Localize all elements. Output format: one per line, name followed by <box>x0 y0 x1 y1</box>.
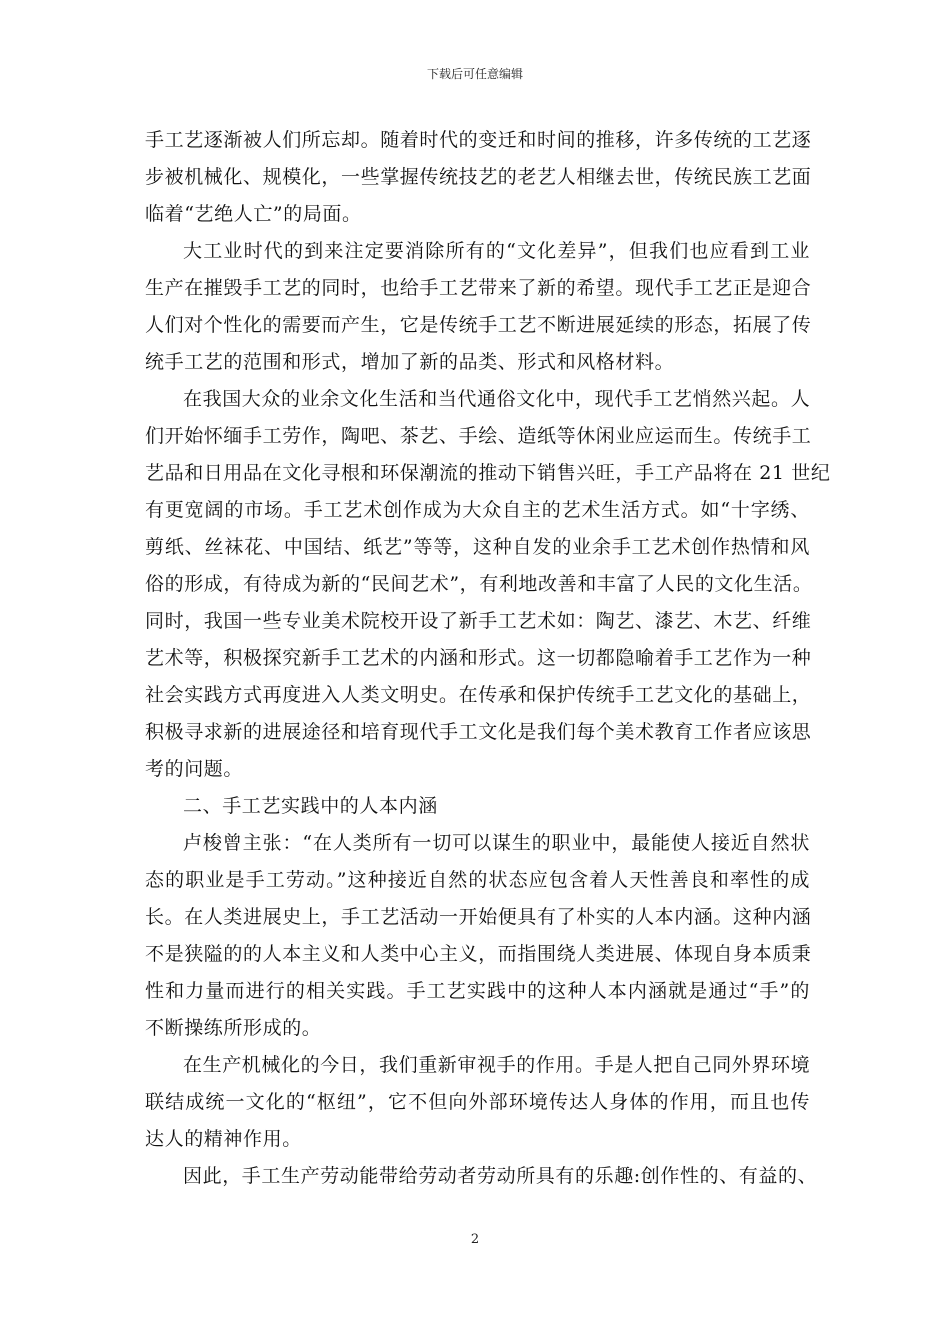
text-line: 艺术等，积极探究新手工艺术的内涵和形式。这一切都隐喻着手工艺作为一种 <box>145 647 812 669</box>
text-line: 在生产机械化的今日，我们重新审视手的作用。手是人把自己同外界环境 <box>183 1054 811 1076</box>
text-line: 态的职业是手工劳动。”这种接近自然的状态应包含着人天性善良和率性的成 <box>145 869 810 891</box>
text-line: 临着“艺绝人亡”的局面。 <box>145 203 362 225</box>
text-line: 积极寻求新的进展途径和培育现代手工文化是我们每个美术教育工作者应该思 <box>145 721 812 743</box>
text-line: 步被机械化、规模化，一些掌握传统技艺的老艺人相继去世，传统民族工艺面 <box>145 166 812 188</box>
text-line: 剪纸、丝袜花、中国结、纸艺”等等，这种自发的业余手工艺术创作热情和风 <box>145 536 810 558</box>
text-line: 人们对个性化的需要而产生，它是传统手工艺不断进展延续的形态，拓展了传 <box>145 314 812 336</box>
text-line: 达人的精神作用。 <box>145 1128 302 1150</box>
text-line: 艺品和日用品在文化寻根和环保潮流的推动下销售兴旺，手工产品将在 21 世纪 <box>145 462 831 484</box>
text-line: 在我国大众的业余文化生活和当代通俗文化中，现代手工艺悄然兴起。人 <box>183 388 811 410</box>
section-heading <box>145 788 810 825</box>
text-line: 长。在人类进展史上，手工艺活动一开始便具有了朴实的人本内涵。这种内涵 <box>145 906 812 928</box>
text-line: 联结成统一文化的“枢纽”，它不但向外部环境传达人身体的作用，而且也传 <box>145 1091 810 1113</box>
paragraph <box>145 825 810 1047</box>
page-header: 下载后可任意编辑 <box>426 67 523 81</box>
text-line: 有更宽阔的市场。手工艺术创作成为大众自主的艺术生活方式。如“十字绣、 <box>145 499 810 521</box>
text-line: 因此，手工生产劳动能带给劳动者劳动所具有的乐趣:创作性的、有益的、 <box>183 1165 818 1187</box>
paragraph <box>145 122 810 233</box>
text-line: 不断操练所形成的。 <box>145 1017 322 1039</box>
text-line: 不是狭隘的的人本主义和人类中心主义，而指围绕人类进展、体现自身本质秉 <box>145 943 812 965</box>
document-body <box>145 122 831 1195</box>
paragraph <box>145 1047 810 1158</box>
text-line: 生产在摧毁手工艺的同时，也给手工艺带来了新的希望。现代手工艺正是迎合 <box>145 277 812 299</box>
text-line: 社会实践方式再度进入人类文明史。在传承和保护传统手工艺文化的基础上， <box>145 684 812 706</box>
paragraph <box>145 233 810 381</box>
text-line: 同时，我国一些专业美术院校开设了新手工艺术如：陶艺、漆艺、木艺、纤维 <box>145 610 812 632</box>
text-line: 手工艺逐渐被人们所忘却。随着时代的变迁和时间的推移，许多传统的工艺逐 <box>145 129 812 151</box>
text-line: 性和力量而进行的相关实践。手工艺实践中的这种人本内涵就是通过“手”的 <box>145 980 810 1002</box>
page-number: 2 <box>470 1232 480 1247</box>
text-line: 卢梭曾主张：“在人类所有一切可以谋生的职业中，最能使人接近自然状 <box>183 832 810 854</box>
text-line: 统手工艺的范围和形式，增加了新的品类、形式和风格材料。 <box>145 351 675 373</box>
text-line: 们开始怀缅手工劳作，陶吧、茶艺、手绘、造纸等休闲业应运而生。传统手工 <box>145 425 812 447</box>
heading-text: 二、手工艺实践中的人本内涵 <box>183 795 438 817</box>
paragraph <box>145 381 831 788</box>
paragraph <box>145 1158 818 1195</box>
text-line: 考的问题。 <box>145 758 244 780</box>
text-line: 俗的形成，有待成为新的“民间艺术”，有利地改善和丰富了人民的文化生活。 <box>145 573 813 595</box>
text-line: 大工业时代的到来注定要消除所有的“文化差异”，但我们也应看到工业 <box>183 240 810 262</box>
